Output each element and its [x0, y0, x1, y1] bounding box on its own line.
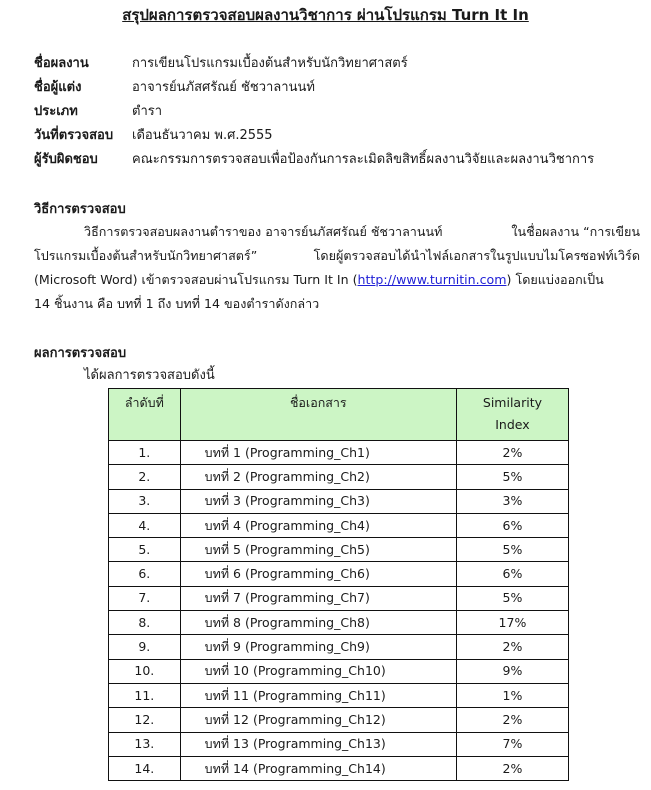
paragraph-text: โปรแกรมเบื้องต้นสำหรับนักวิทยาศาสตร์”: [34, 248, 258, 263]
row-number: 2.: [109, 465, 181, 489]
table-header-row: [109, 389, 569, 441]
turnitin-link[interactable]: http://www.turnitin.com: [357, 272, 507, 287]
row-similarity: 3%: [456, 489, 568, 513]
row-document-name: บทที่ 13 (Programming_Ch13): [180, 732, 456, 756]
row-number: 7.: [109, 586, 181, 610]
row-document-name: บทที่ 4 (Programming_Ch4): [180, 513, 456, 537]
row-number: 14.: [109, 756, 181, 780]
column-header-similarity: [456, 389, 568, 441]
column-header-no: ลำดับที่: [109, 389, 181, 441]
document-title: สรุปผลการตรวจสอบผลงานวิชาการ ผ่านโปรแกรม Turn It In: [122, 6, 529, 24]
row-number: 8.: [109, 611, 181, 635]
table-row: [109, 659, 569, 683]
table-row: [109, 465, 569, 489]
row-document-name: บทที่ 1 (Programming_Ch1): [180, 441, 456, 465]
paragraph-line: [34, 244, 640, 268]
table-row: [109, 708, 569, 732]
row-document-name: บทที่ 8 (Programming_Ch8): [180, 611, 456, 635]
row-document-name: บทที่ 3 (Programming_Ch3): [180, 489, 456, 513]
row-document-name: บทที่ 12 (Programming_Ch12): [180, 708, 456, 732]
row-similarity: 6%: [456, 562, 568, 586]
meta-label: ประเภท: [34, 104, 78, 119]
results-intro: ได้ผลการตรวจสอบดังนี้: [84, 368, 215, 383]
results-heading: ผลการตรวจสอบ: [34, 346, 127, 361]
table-row: [109, 732, 569, 756]
meta-row-type: [34, 100, 644, 124]
row-number: 10.: [109, 659, 181, 683]
column-header-similarity-line2: Index: [495, 417, 530, 432]
meta-value: ตำรา: [132, 104, 163, 119]
row-document-name: บทที่ 9 (Programming_Ch9): [180, 635, 456, 659]
paragraph-text: ) โดยแบ่งออกเป็น: [506, 272, 604, 287]
paragraph-line: [34, 268, 640, 292]
row-document-name: บทที่ 7 (Programming_Ch7): [180, 586, 456, 610]
row-similarity: 7%: [456, 732, 568, 756]
row-document-name: บทที่ 5 (Programming_Ch5): [180, 538, 456, 562]
row-document-name: บทที่ 14 (Programming_Ch14): [180, 756, 456, 780]
paragraph-text: 14 ชิ้นงาน คือ บทที่ 1 ถึง บทที่ 14 ของตำราดังกล่าว: [34, 296, 320, 311]
row-similarity: 1%: [456, 683, 568, 707]
row-document-name: บทที่ 10 (Programming_Ch10): [180, 659, 456, 683]
row-number: 4.: [109, 513, 181, 537]
meta-value: อาจารย์นภัสศรัณย์ ชัชวาลานนท์: [132, 80, 315, 95]
row-similarity: 17%: [456, 611, 568, 635]
row-document-name: บทที่ 11 (Programming_Ch11): [180, 683, 456, 707]
results-table: [108, 388, 569, 781]
method-paragraph: [34, 220, 640, 316]
meta-row-work-name: [34, 52, 644, 76]
table-row: [109, 538, 569, 562]
meta-row-check-date: [34, 124, 644, 148]
meta-row-author: [34, 76, 644, 100]
table-row: [109, 586, 569, 610]
table-row: [109, 489, 569, 513]
column-header-document: ชื่อเอกสาร: [180, 389, 456, 441]
table-row: [109, 513, 569, 537]
row-similarity: 2%: [456, 441, 568, 465]
paragraph-text: โดยผู้ตรวจสอบได้นำไฟล์เอกสารในรูปแบบไมโครซอฟท์เวิร์ด: [313, 248, 640, 263]
table-row: [109, 683, 569, 707]
paragraph-text: ในชื่อผลงาน “การเขียน: [511, 224, 640, 239]
table-row: [109, 635, 569, 659]
table-row: [109, 562, 569, 586]
paragraph-line: [34, 220, 640, 244]
meta-label: ชื่อผลงาน: [34, 56, 89, 71]
row-number: 11.: [109, 683, 181, 707]
table-row: [109, 441, 569, 465]
row-number: 9.: [109, 635, 181, 659]
row-number: 13.: [109, 732, 181, 756]
row-number: 5.: [109, 538, 181, 562]
row-similarity: 2%: [456, 635, 568, 659]
method-heading: วิธีการตรวจสอบ: [34, 202, 126, 217]
meta-value: คณะกรรมการตรวจสอบเพื่อป้องกันการละเมิดลิขสิทธิ์ผลงานวิจัยและผลงานวิชาการ: [132, 152, 595, 167]
paragraph-text: (Microsoft Word) เข้าตรวจสอบผ่านโปรแกรม Turn It In (: [34, 272, 358, 287]
row-number: 3.: [109, 489, 181, 513]
row-similarity: 2%: [456, 708, 568, 732]
row-document-name: บทที่ 6 (Programming_Ch6): [180, 562, 456, 586]
meta-value: การเขียนโปรแกรมเบื้องต้นสำหรับนักวิทยาศาสตร์: [132, 56, 408, 71]
row-number: 6.: [109, 562, 181, 586]
row-document-name: บทที่ 2 (Programming_Ch2): [180, 465, 456, 489]
row-similarity: 5%: [456, 538, 568, 562]
meta-row-responsible: [34, 148, 644, 172]
row-similarity: 5%: [456, 586, 568, 610]
meta-value: เดือนธันวาคม พ.ศ.2555: [132, 128, 273, 143]
document-meta: [34, 52, 644, 172]
row-similarity: 5%: [456, 465, 568, 489]
meta-label: วันที่ตรวจสอบ: [34, 128, 114, 143]
table-row: [109, 611, 569, 635]
row-number: 1.: [109, 441, 181, 465]
paragraph-line: [34, 292, 640, 316]
row-similarity: 6%: [456, 513, 568, 537]
meta-label: ชื่อผู้แต่ง: [34, 80, 82, 95]
column-header-similarity-line1: Similarity: [482, 395, 542, 410]
row-number: 12.: [109, 708, 181, 732]
row-similarity: 9%: [456, 659, 568, 683]
table-row: [109, 756, 569, 780]
row-similarity: 2%: [456, 756, 568, 780]
meta-label: ผู้รับผิดชอบ: [34, 152, 98, 167]
paragraph-text: วิธีการตรวจสอบผลงานตำราของ อาจารย์นภัสศรัณย์ ชัชวาลานนท์: [84, 224, 443, 239]
